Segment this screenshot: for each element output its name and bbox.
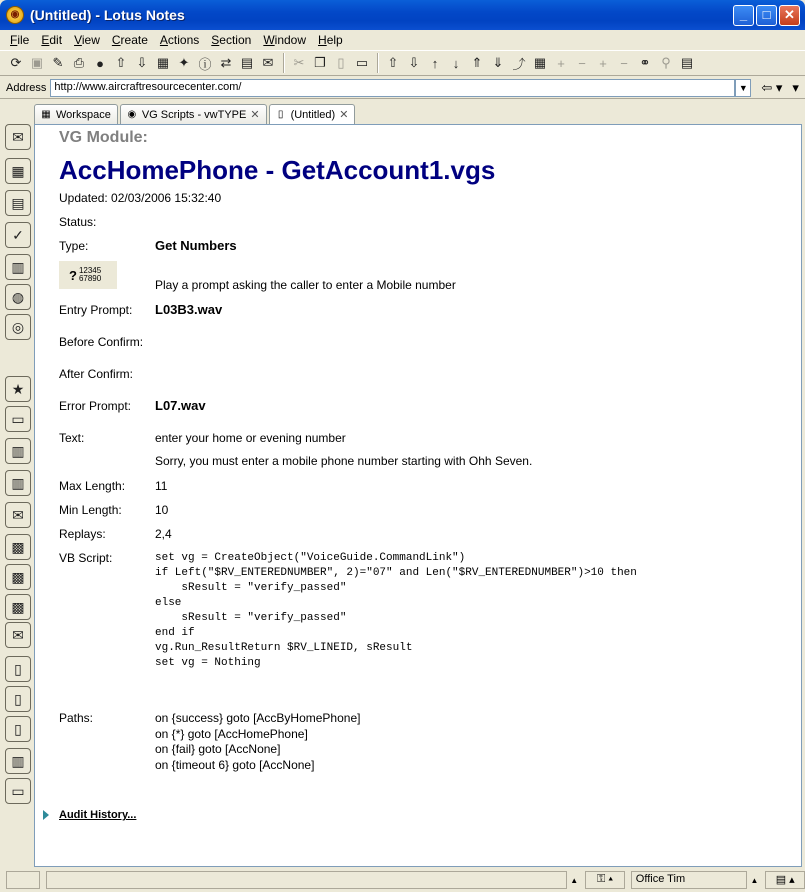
nav-down-icon[interactable]: ⇩ [408, 55, 420, 70]
refresh-icon[interactable]: ⟳ [10, 55, 22, 70]
status-message-field[interactable] [46, 871, 568, 889]
mail-icon[interactable]: ✉ [5, 124, 31, 150]
nav-next-icon[interactable]: ↓ [452, 55, 460, 71]
bookmark-db-icon[interactable]: ▥ [5, 748, 31, 774]
menu-edit[interactable]: Edit [41, 33, 63, 47]
close-button[interactable]: ✕ [779, 5, 800, 26]
updated-timestamp: Updated: 02/03/2006 15:32:40 [59, 191, 222, 205]
path-item: on {fail} goto [AccNone] [155, 742, 281, 756]
print-preview-icon[interactable]: ▤ [680, 55, 694, 70]
internet-icon[interactable]: ◍ [5, 284, 31, 310]
todo-icon[interactable]: ✓ [5, 222, 31, 248]
table-icon[interactable]: ▦ [156, 55, 170, 70]
status-field-left [6, 871, 40, 889]
type-icon-symbol: ? [69, 267, 77, 283]
address-bar [0, 77, 805, 99]
window-tabs [34, 104, 357, 124]
info-icon[interactable]: ⓘ [198, 56, 212, 72]
notes-globe-icon[interactable]: ◎ [5, 314, 31, 340]
bookmark-blue-icon[interactable]: ▩ [5, 564, 31, 590]
menu-view[interactable]: View [74, 33, 100, 47]
parent-icon[interactable]: ⤴ [512, 56, 526, 72]
paste-icon[interactable]: ▯ [337, 55, 345, 70]
bookmark-bar [0, 122, 34, 867]
favorites-icon[interactable]: ★ [5, 376, 31, 402]
text-label: Text: [59, 431, 85, 445]
bookmark-mail-icon[interactable]: ✉ [5, 622, 31, 648]
bookmark-folder-icon[interactable]: ▭ [5, 778, 31, 804]
inbox-status-icon[interactable]: ▤ ▴ [765, 871, 805, 889]
menu-actions[interactable]: Actions [159, 33, 200, 47]
globe-icon[interactable]: ● [96, 55, 104, 71]
tab-vg-scripts[interactable] [120, 104, 267, 124]
replays-label: Replays: [59, 527, 106, 541]
edit-icon[interactable]: ✎ [52, 55, 64, 70]
type-label: Type: [59, 239, 89, 253]
text-value-2: Sorry, you must enter a mobile phone number starting with Ohh Seven. [155, 454, 533, 468]
tab-label: VG Scripts - vwTYPE [141, 108, 247, 121]
collapse-icon[interactable]: − [578, 55, 586, 71]
cut-icon[interactable]: ✂ [293, 55, 305, 70]
key-icon[interactable]: ⚿ ▴ [585, 871, 625, 889]
chevron-up-icon[interactable]: ▲ [570, 875, 579, 885]
tab-workspace[interactable] [34, 104, 118, 124]
menu-help[interactable]: Help [318, 33, 343, 47]
workspace-icon: ▦ [41, 108, 51, 120]
path-item: on {success} goto [AccByHomePhone] [155, 711, 361, 725]
bookmark-doc-icon[interactable]: ▯ [5, 656, 31, 682]
toolbar-separator [283, 53, 285, 73]
database-icon: ◉ [127, 108, 137, 120]
document-icon: ▯ [277, 108, 284, 120]
maximize-button[interactable]: □ [756, 5, 777, 26]
location-field[interactable]: Office Tim [631, 871, 748, 889]
tab-untitled[interactable] [269, 104, 356, 124]
type-description: Play a prompt asking the caller to enter a Mobile number [155, 278, 456, 292]
lotus-notes-icon: ◉ [6, 6, 24, 24]
after-confirm-label: After Confirm: [59, 367, 134, 381]
bookmark-doc-icon[interactable]: ▯ [5, 716, 31, 742]
module-label: VG Module: [59, 129, 148, 146]
status-bar [0, 868, 805, 892]
error-prompt-value: L07.wav [155, 398, 206, 413]
audit-history-link[interactable]: Audit History... [59, 809, 137, 821]
expand-all-icon[interactable]: + [599, 55, 607, 71]
vb-script-label: VB Script: [59, 551, 113, 565]
menu-section[interactable]: Section [211, 33, 252, 47]
menu-create[interactable]: Create [111, 33, 148, 47]
menu-file[interactable]: File [10, 33, 30, 47]
paste-special-icon[interactable]: ▭ [355, 55, 369, 70]
path-item: on {timeout 6} goto [AccNone] [155, 757, 315, 772]
type-value: Get Numbers [155, 238, 237, 253]
max-length-label: Max Length: [59, 479, 126, 493]
min-length-value: 10 [155, 503, 169, 517]
view-icon[interactable]: ▦ [533, 55, 547, 70]
open-folder-icon[interactable]: ▤ [240, 55, 254, 70]
entry-prompt-label: Entry Prompt: [59, 303, 133, 317]
print-icon[interactable]: ⎙ [73, 55, 85, 70]
max-length-value: 11 [155, 479, 168, 493]
paths-list [155, 711, 360, 773]
text-value-1: enter your home or evening number [155, 431, 346, 445]
window-title: (Untitled) - Lotus Notes [30, 7, 185, 23]
title-bar [0, 0, 805, 30]
link-icon[interactable]: ⇄ [220, 55, 232, 70]
replicator-icon[interactable]: ▥ [5, 254, 31, 280]
audit-history-section[interactable] [43, 809, 136, 821]
paths-label: Paths: [59, 711, 94, 725]
path-item: on {*} goto [AccHomePhone] [155, 726, 308, 741]
bookmark-mail-icon[interactable]: ✉ [5, 502, 31, 528]
calendar-icon[interactable]: ▦ [5, 158, 31, 184]
databases-icon[interactable]: ▭ [5, 406, 31, 432]
back-icon[interactable]: ⇦ ▾ [761, 79, 783, 95]
bookmark-doc-icon[interactable]: ▯ [5, 686, 31, 712]
bookmark-blue-icon[interactable]: ▩ [5, 534, 31, 560]
toolbar-separator [377, 53, 379, 73]
expand-twistie-icon[interactable] [43, 810, 49, 820]
get-numbers-icon [59, 261, 117, 289]
type-icon-digits: 12345 67890 [78, 266, 102, 283]
page-title: AccHomePhone - GetAccount1.vgs [59, 155, 496, 185]
vb-script-code: set vg = CreateObject("VoiceGuide.CommandLink") if Left("$RV_ENTEREDNUMBER", 2)="07" and Len("$RV_ENTEREDNUMBER")>10 then sResult = "verify_passed" else sResult = "verify_passed" end if vg.Run_ResultReturn $RV_LINEID, sResult set vg = Nothing [155, 552, 637, 669]
nav-up-icon[interactable]: ⇧ [387, 55, 399, 70]
search-icon[interactable]: ⚲ [661, 55, 671, 70]
tab-label: Workspace [56, 108, 111, 121]
binoculars-icon[interactable]: ⚭ [639, 55, 651, 70]
next-unread-down-icon[interactable]: ⇓ [492, 55, 504, 70]
bookmark-db-icon[interactable]: ▥ [5, 438, 31, 464]
arrow-down-icon[interactable]: ⇩ [136, 55, 148, 70]
before-confirm-label: Before Confirm: [59, 335, 144, 349]
chevron-more-icon[interactable]: ▾ [792, 79, 799, 95]
lightbulb-icon[interactable]: ✦ [178, 55, 190, 70]
save-icon[interactable]: ▣ [30, 55, 44, 70]
menu-window[interactable]: Window [263, 33, 307, 47]
close-icon[interactable]: ✕ [250, 109, 260, 121]
chevron-up-icon[interactable]: ▲ [750, 875, 759, 885]
error-prompt-label: Error Prompt: [59, 399, 132, 413]
bookmark-blue-icon[interactable]: ▩ [5, 594, 31, 620]
bookmark-db-icon[interactable]: ▥ [5, 470, 31, 496]
toolbar [0, 50, 805, 76]
replays-value: 2,4 [155, 527, 172, 541]
minimize-button[interactable]: _ [733, 5, 754, 26]
address-input[interactable]: http://www.aircraftresourcecenter.com/ [50, 79, 735, 97]
status-label: Status: [59, 215, 97, 229]
entry-prompt-value: L03B3.wav [155, 302, 223, 317]
chevron-down-icon[interactable]: ▼ [735, 79, 751, 97]
send-mail-icon[interactable]: ✉ [262, 55, 274, 70]
expand-icon[interactable]: + [557, 55, 565, 71]
next-unread-up-icon[interactable]: ⇑ [471, 55, 483, 70]
tab-label: (Untitled) [290, 108, 336, 121]
collapse-all-icon[interactable]: − [620, 55, 628, 71]
document-pane [34, 124, 802, 867]
menu-bar [0, 30, 805, 50]
nav-prev-icon[interactable]: ↑ [431, 55, 439, 71]
close-icon[interactable]: ✕ [339, 109, 349, 121]
copy-icon[interactable]: ❐ [314, 55, 326, 70]
address-book-icon[interactable]: ▤ [5, 190, 31, 216]
arrow-up-icon[interactable]: ⇧ [115, 55, 127, 70]
address-label: Address [6, 81, 47, 94]
min-length-label: Min Length: [59, 503, 122, 517]
